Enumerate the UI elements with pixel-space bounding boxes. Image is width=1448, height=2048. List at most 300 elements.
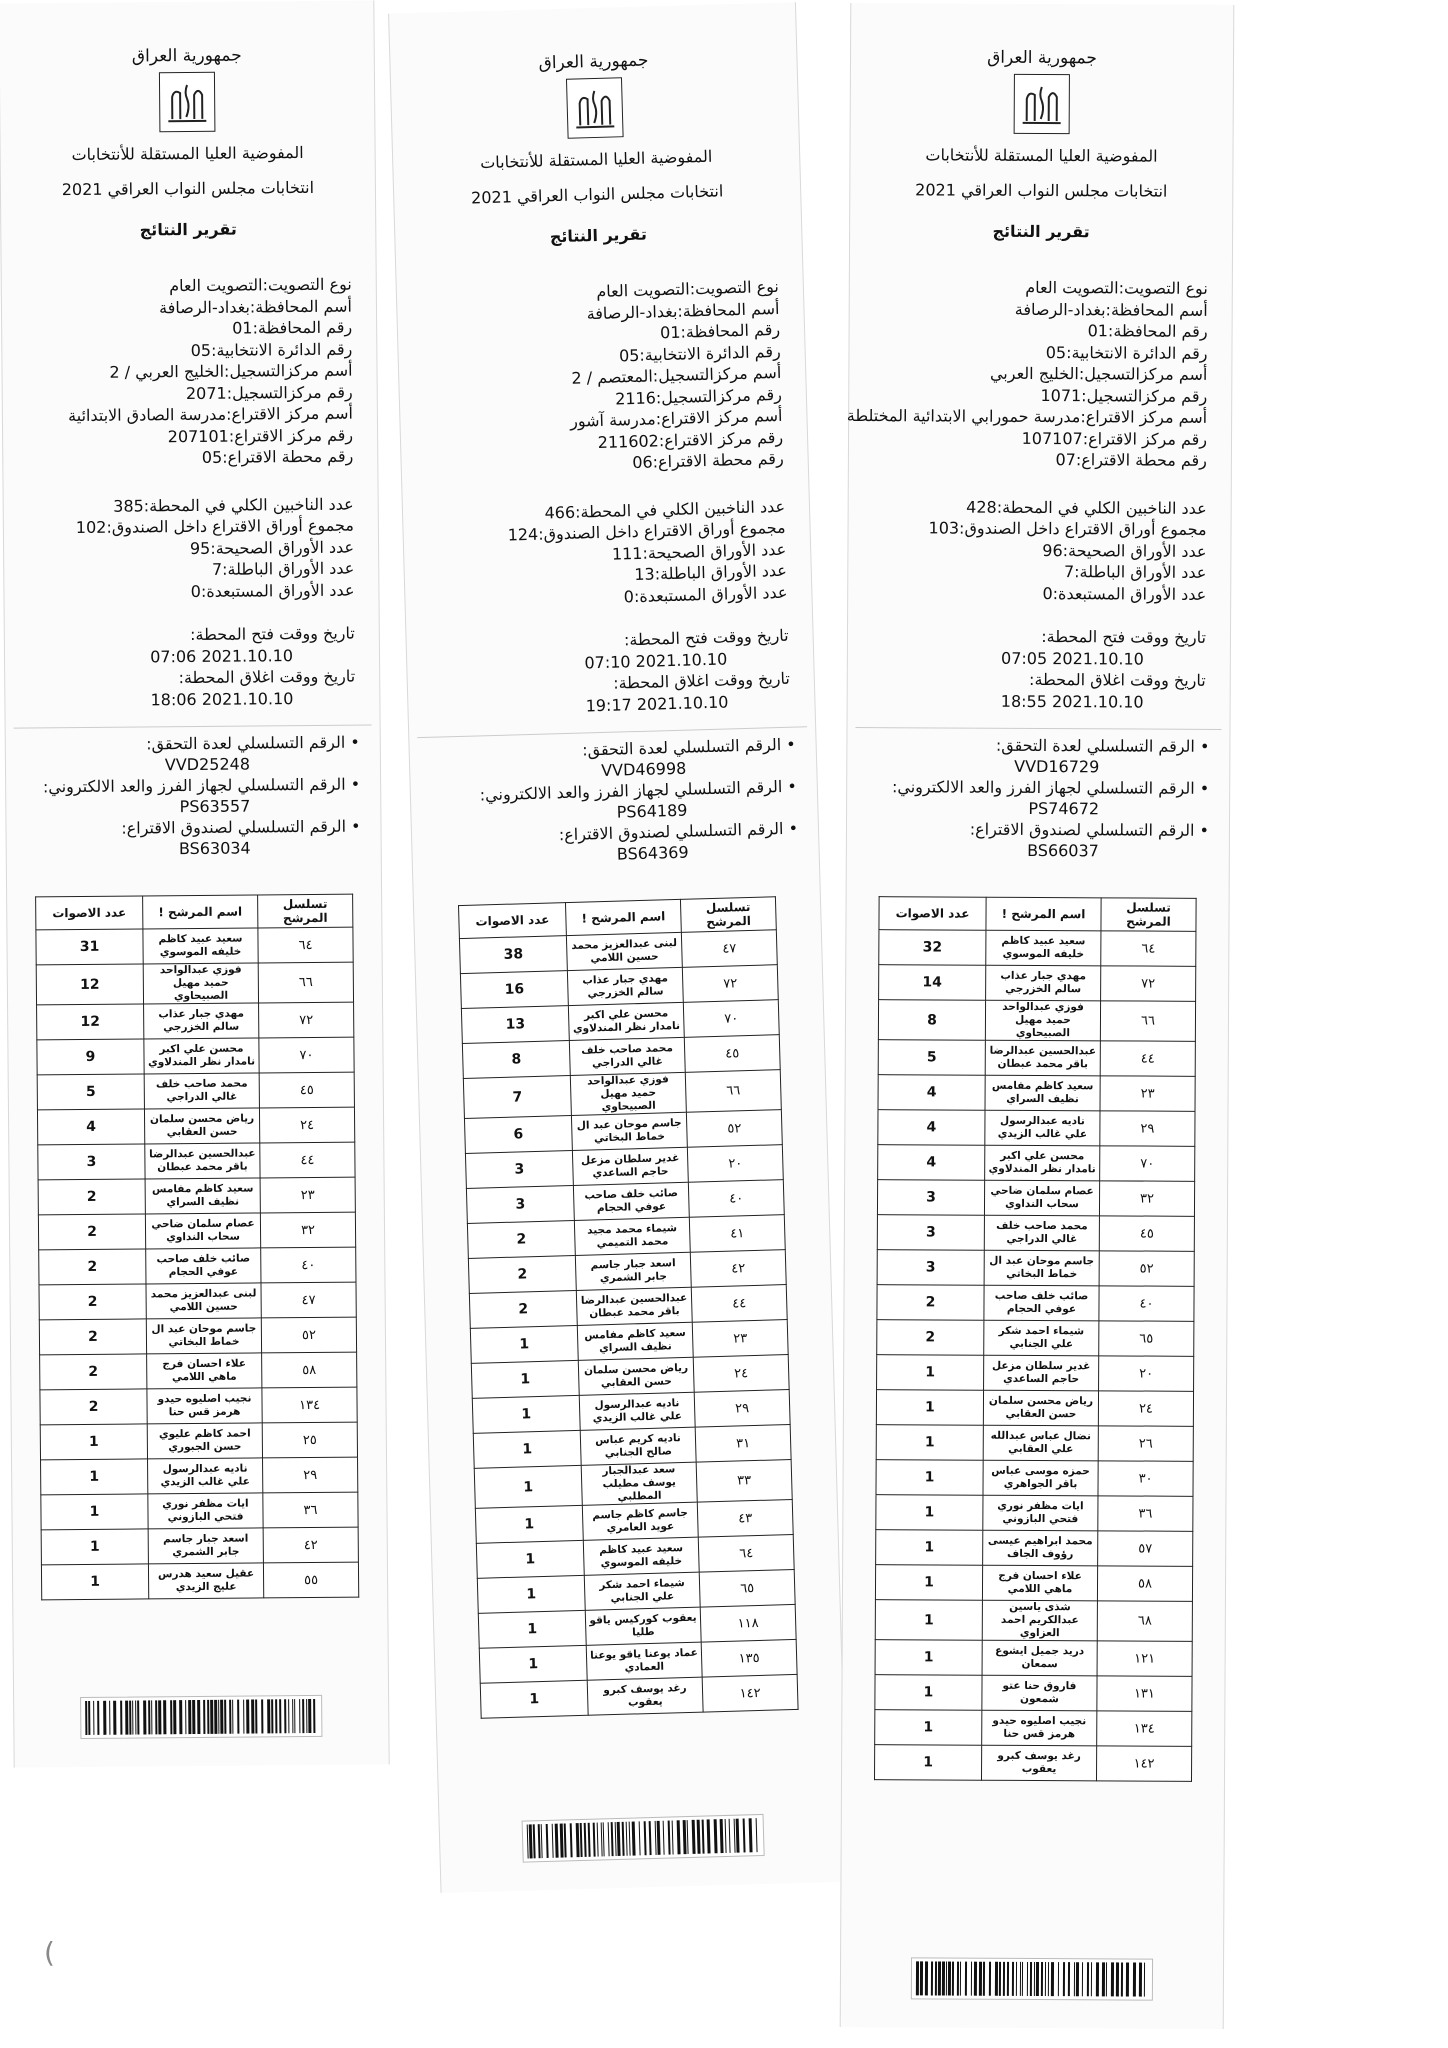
table-row	[876, 1530, 1193, 1567]
barcode-bar	[1111, 1962, 1114, 1996]
station-field: أسم مركز الاقتراع:مدرسة حمورابي الابتدائية المختلطة	[846, 405, 1208, 427]
close-label: تاريخ ووقت اغلاق المحطة:	[612, 668, 791, 693]
station-info	[397, 275, 808, 480]
candidate-name: صائب خلف صاحب عوفي الحجام	[573, 1182, 689, 1220]
station-times	[5, 622, 380, 711]
candidate-name: محمد صاحب خلف غالي الدراجي	[144, 1073, 259, 1109]
candidate-name: سعد عبدالجبار يوسف مطيلب المطلبي	[581, 1462, 697, 1505]
vote-count: 12	[37, 1004, 144, 1040]
table-row	[878, 1040, 1195, 1077]
barcode-bar	[129, 1701, 131, 1735]
barcode-bar	[580, 1823, 583, 1857]
table-header-row	[879, 897, 1196, 932]
vote-count: 6	[464, 1116, 572, 1154]
candidate-name: محمد صاحب خلف غالي الدراجي	[569, 1037, 685, 1075]
serial-numbers	[409, 733, 818, 870]
candidate-seq: ٥٨	[1097, 1566, 1192, 1601]
barcode-bar	[632, 1822, 636, 1856]
vote-count: 1	[876, 1425, 983, 1461]
table-row	[875, 1640, 1192, 1677]
barcode-bar	[657, 1821, 661, 1855]
candidate-name: نضال عباس عبدالله علي العقابي	[983, 1425, 1098, 1461]
barcode-bar	[672, 1820, 674, 1854]
vote-count: 2	[39, 1284, 146, 1320]
table-row	[38, 1212, 355, 1250]
barcode-bar	[251, 1700, 254, 1734]
station-times	[406, 624, 814, 721]
barcode-bar	[113, 1701, 116, 1735]
vote-count: 2	[39, 1319, 146, 1355]
col-seq-header: تسلسل المرشح	[680, 897, 776, 933]
candidate-name: علاء احسان فرج ماهي اللامي	[982, 1565, 1097, 1601]
table-row	[877, 1180, 1194, 1217]
barcode-bar	[192, 1700, 195, 1734]
table-row	[38, 1177, 355, 1215]
ballot-counts	[403, 495, 812, 614]
barcode-bar	[948, 1962, 951, 1996]
candidate-seq: ٥٢	[1099, 1251, 1194, 1286]
candidate-name: محسن علي اكبر نامدار نظر المندلاوي	[985, 1145, 1100, 1181]
candidate-name: احمد كاظم عليوي حسن الجبوري	[147, 1423, 262, 1459]
barcode-bar	[1041, 1962, 1043, 1996]
barcode-bar	[989, 1962, 991, 1996]
barcode-bar	[255, 1699, 257, 1733]
col-name-header: اسم المرشح !	[143, 895, 258, 929]
candidate-seq: ٥٢	[686, 1110, 782, 1148]
barcode-bar	[158, 1700, 161, 1734]
ballot-box-icon	[160, 73, 215, 131]
serial-value: VVD16729	[1014, 756, 1100, 777]
col-seq-header: تسلسل المرشح	[258, 894, 353, 928]
candidate-name: يعقوب كوركيس ياقو طليا	[585, 1607, 701, 1645]
vote-count: 8	[878, 1000, 985, 1041]
candidate-seq: ٤٥	[259, 1072, 354, 1108]
serial-numbers	[6, 731, 381, 860]
candidate-name: شيماء احمد شكر علي الجنابي	[984, 1320, 1099, 1356]
candidate-name: اسعد جبار جاسم جابر الشمري	[575, 1252, 691, 1290]
barcode-bar	[749, 1818, 753, 1852]
candidate-name: عقيل سعيد هدرس عليج الزيدي	[148, 1563, 263, 1599]
barcode-bar	[237, 1700, 239, 1734]
candidate-name: اسعد جبار جاسم جابر الشمري	[148, 1528, 263, 1564]
candidate-name: نجيب اصليوه حيدو هرمز قس حنا	[147, 1388, 262, 1424]
barcode-bar	[1106, 1962, 1107, 1996]
barcode-bar	[644, 1821, 647, 1855]
candidate-seq: ٢٥	[262, 1422, 357, 1458]
station-field: نوع التصويت:التصويت العام	[1025, 277, 1208, 298]
barcode-bar	[702, 1820, 705, 1854]
count-field: عدد الأوراق الباطلة:7	[1063, 562, 1207, 582]
barcode-bar	[916, 1961, 919, 1995]
station-field: أسم المحافظة:بغداد-الرصافة	[586, 298, 780, 323]
barcode-bar	[584, 1823, 587, 1857]
barcode-bar	[1030, 1962, 1032, 1996]
barcode-bar	[170, 1700, 172, 1734]
table-row	[39, 1317, 356, 1355]
barcode-bar	[622, 1822, 625, 1856]
barcode-bar	[1045, 1962, 1046, 1996]
candidate-name: جاسم موحان عبد ال خماط البخاتي	[146, 1318, 261, 1354]
candidate-seq: ٧٠	[1100, 1146, 1195, 1181]
barcode-bar	[120, 1701, 122, 1735]
candidate-seq: ٢٤	[693, 1355, 789, 1393]
table-row	[40, 1352, 357, 1390]
vote-count: 2	[877, 1285, 984, 1321]
vote-count: 2	[469, 1290, 577, 1328]
col-votes-header: عدد الاصوات	[879, 897, 986, 931]
barcode-bar	[593, 1823, 596, 1857]
barcode-bar	[979, 1962, 982, 1996]
candidate-name: سعيد عبيد كاظم خليفه الموسوي	[143, 928, 258, 964]
barcode-bar	[93, 1701, 94, 1735]
barcode-bar	[555, 1824, 559, 1858]
election-name: انتخابات مجلس النواب العراقي 2021	[915, 180, 1168, 201]
table-row	[877, 1250, 1194, 1287]
barcode-bar	[246, 1700, 249, 1734]
vote-count: 3	[877, 1215, 984, 1251]
serial-label: • الرقم التسلسلي لجهاز الفرز والعد الالكتروني:	[479, 776, 798, 805]
table-row	[41, 1527, 358, 1565]
table-row	[41, 1457, 358, 1495]
barcode-bar	[302, 1699, 304, 1733]
barcode-bar	[85, 1701, 87, 1735]
table-row	[875, 1710, 1192, 1747]
candidate-name: رياض محسن سلمان حسن العقابي	[983, 1390, 1098, 1426]
barcode-bar	[1027, 1962, 1028, 1996]
table-row	[878, 1145, 1195, 1182]
candidate-name: جاسم موحان عبد ال خماط البخاتي	[571, 1112, 687, 1150]
barcode-bar	[942, 1962, 945, 1996]
vote-count: 1	[875, 1675, 982, 1711]
station-field: رقم مركز الاقتراع:207101	[167, 425, 354, 446]
station-field: نوع التصويت:التصويت العام	[596, 276, 780, 301]
barcode-bar	[920, 1961, 923, 1995]
barcode-bar	[1003, 1962, 1005, 1996]
candidate-seq: ٤١	[689, 1215, 785, 1253]
serial-label: • الرقم التسلسلي لصندوق الاقتراع:	[969, 819, 1210, 840]
table-row	[876, 1495, 1193, 1532]
table-row	[876, 1390, 1193, 1427]
col-seq-header: تسلسل المرشح	[1101, 898, 1196, 931]
candidate-seq: ٤٢	[263, 1527, 358, 1563]
table-header-row	[36, 894, 353, 930]
candidate-name: فاروق حنا عتو شمعون	[982, 1675, 1097, 1711]
barcode-bar	[151, 1700, 152, 1734]
barcode-bar	[533, 1824, 536, 1858]
candidate-name: سعيد كاظم مفامس نظيف السراي	[145, 1178, 260, 1214]
barcode-bar	[608, 1822, 610, 1856]
candidate-name: مهدي جبار عذاب سالم الخزرجي	[986, 965, 1101, 1001]
table-row	[37, 1107, 354, 1145]
barcode-bar	[203, 1700, 205, 1734]
barcode-bar	[207, 1700, 209, 1734]
barcode-bar	[692, 1820, 696, 1854]
candidate-seq: ٧٠	[259, 1037, 354, 1073]
candidate-name: مهدي جبار عذاب سالم الخزرجي	[567, 967, 683, 1005]
candidate-name: رياض محسن سلمان حسن العقابي	[144, 1108, 259, 1144]
vote-count: 2	[38, 1214, 145, 1250]
station-field: رقم محطة الاقتراع:05	[201, 446, 354, 467]
table-row	[878, 1000, 1195, 1042]
barcode-bar	[999, 1962, 1001, 1996]
barcode-bar	[649, 1821, 652, 1855]
candidate-seq: ٤٠	[688, 1180, 784, 1218]
col-votes-header: عدد الاصوات	[36, 896, 143, 930]
vote-count: 4	[878, 1145, 985, 1181]
results-table	[35, 894, 359, 1601]
commission-name: المفوضية العليا المستقلة للأنتخابات	[71, 143, 304, 165]
barcode-bar	[1116, 1962, 1119, 1996]
count-field: عدد الناخبين الكلي في المحطة:466	[544, 496, 786, 523]
barcode-bar	[1121, 1962, 1123, 1996]
candidate-seq: ٤٠	[261, 1247, 356, 1283]
station-field: رقم مركز الاقتراع:211602	[597, 427, 784, 452]
serial-value: BS63034	[178, 838, 251, 859]
candidate-seq: ٦٤	[698, 1534, 794, 1572]
vote-count: 1	[470, 1325, 578, 1363]
close-label: تاريخ ووقت اغلاق المحطة:	[178, 666, 356, 688]
station-field: أسم المحافظة:بغداد-الرصافة	[159, 296, 353, 317]
barcode-bar	[284, 1699, 286, 1733]
candidate-name: سعيد عبيد كاظم خليفه الموسوي	[583, 1537, 699, 1575]
candidate-name: صائب خلف صاحب عوفي الحجام	[984, 1285, 1099, 1321]
count-field: مجموع أوراق الاقتراع داخل الصندوق:124	[507, 517, 786, 545]
station-field: رقم المحافظة:01	[659, 319, 781, 343]
barcode-bar	[995, 1962, 998, 1996]
table-row	[878, 1075, 1195, 1112]
table-row	[38, 1142, 355, 1180]
candidate-seq: ٣٣	[696, 1460, 792, 1503]
barcode-bar	[1074, 1962, 1075, 1996]
barcode-bar	[224, 1700, 226, 1734]
candidate-seq: ٢٠	[1099, 1356, 1194, 1391]
barcode-bar	[597, 1823, 599, 1857]
vote-count: 1	[477, 1575, 585, 1613]
barcode-bar	[179, 1700, 182, 1734]
vote-count: 1	[877, 1355, 984, 1391]
table-row	[876, 1425, 1193, 1462]
serial-value: BS64369	[616, 842, 689, 864]
receipt-3	[840, 3, 1235, 2029]
table-row	[877, 1355, 1194, 1392]
barcode-bar	[279, 1699, 281, 1733]
barcode-bar	[1058, 1962, 1059, 1996]
vote-count: 1	[875, 1710, 982, 1746]
barcode-bar	[971, 1962, 972, 1996]
station-field: رقم الدائرة الانتخابية:05	[1045, 342, 1208, 363]
candidate-name: فوزي عبدالواحد حميد مهيل الصبيحاوي	[143, 963, 258, 1004]
vote-count: 2	[467, 1220, 575, 1258]
commission-logo	[159, 72, 216, 132]
candidate-name: ناديه عبدالرسول علي غالب الزيدي	[985, 1110, 1100, 1146]
candidate-seq: ٦٦	[1100, 1001, 1195, 1041]
vote-count: 1	[41, 1564, 148, 1600]
table-row	[480, 1674, 798, 1718]
table-row	[877, 1285, 1194, 1322]
vote-count: 3	[38, 1144, 145, 1180]
candidate-seq: ١١٨	[700, 1604, 796, 1642]
barcode-bar	[173, 1700, 176, 1734]
barcode	[80, 1695, 322, 1739]
candidate-name: غدير سلطان مزعل حاجم الساعدي	[984, 1355, 1099, 1391]
candidate-name: شيماء احمد شكر علي الجنابي	[584, 1572, 700, 1610]
barcode-bar	[143, 1700, 146, 1734]
candidate-name: غدير سلطان مزعل حاجم الساعدي	[572, 1147, 688, 1185]
barcode-bar	[103, 1701, 106, 1735]
station-field: رقم الدائرة الانتخابية:05	[190, 339, 353, 360]
barcode-bar	[1076, 1962, 1079, 1996]
barcode-bar	[935, 1961, 937, 1995]
vote-count: 2	[38, 1179, 145, 1215]
receipt-2	[388, 2, 848, 1893]
barcode-bar	[626, 1822, 628, 1856]
barcode	[911, 1957, 1153, 2000]
candidate-seq: ٤٣	[697, 1499, 793, 1537]
receipt-header	[390, 46, 801, 250]
barcode-bar	[714, 1819, 718, 1853]
serial-value: PS63557	[179, 796, 251, 817]
barcode-bar	[938, 1961, 941, 1995]
candidate-seq: ٣٦	[263, 1492, 358, 1528]
barcode-bar	[629, 1822, 631, 1856]
candidate-seq: ٥٢	[261, 1317, 356, 1353]
candidate-name: رياض محسن سلمان حسن العقابي	[578, 1357, 694, 1395]
table-row	[39, 1247, 356, 1285]
open-label: تاريخ ووقت فتح المحطة:	[623, 625, 789, 650]
barcode-bar	[1091, 1962, 1092, 1996]
candidate-name: محمد ابراهيم عيسى رؤوف الجاف	[983, 1530, 1098, 1566]
candidate-seq: ٥٨	[262, 1352, 357, 1388]
barcode-bar	[1096, 1962, 1099, 1996]
candidate-name: محمد صاحب خلف غالي الدراجي	[984, 1215, 1099, 1251]
candidate-name: عبدالحسين عبدالرضا باقر محمد عبطان	[145, 1143, 260, 1179]
republic-title: جمهورية العراق	[538, 50, 649, 74]
station-times	[848, 625, 1230, 713]
barcode-bar	[288, 1699, 289, 1733]
barcode-bar	[185, 1700, 186, 1734]
candidate-seq: ٦٦	[685, 1070, 781, 1113]
barcode-bar	[214, 1700, 217, 1734]
barcode-bar	[925, 1961, 928, 1995]
candidate-seq: ٤٥	[684, 1035, 780, 1073]
barcode-bar	[109, 1701, 110, 1735]
candidate-seq: ٣٢	[260, 1212, 355, 1248]
candidate-name: عبدالحسين عبدالرضا باقر محمد عبطان	[985, 1040, 1100, 1076]
candidate-name: سعيد عبيد كاظم خليفه الموسوي	[986, 930, 1101, 966]
vote-count: 1	[472, 1395, 580, 1433]
station-field: أسم المحافظة:بغداد-الرصافة	[1014, 299, 1208, 320]
vote-count: 1	[876, 1460, 983, 1496]
barcode-bar	[148, 1700, 150, 1734]
table-row	[877, 1215, 1194, 1252]
barcode-bar	[1036, 1962, 1039, 1996]
vote-count: 14	[879, 965, 986, 1001]
barcode-bar	[1012, 1962, 1014, 1996]
vote-count: 4	[37, 1109, 144, 1145]
barcode-bar	[697, 1820, 701, 1854]
barcode-bar	[743, 1818, 746, 1852]
divider	[14, 724, 372, 728]
close-time: 2021.10.10 18:55	[1000, 691, 1144, 712]
report-title: تقرير النتائج	[992, 221, 1090, 242]
serial-label: • الرقم التسلسلي لصندوق الاقتراع:	[558, 818, 799, 845]
barcode-bar	[1139, 1963, 1142, 1997]
candidate-seq: ٥٧	[1098, 1531, 1193, 1566]
vote-count: 1	[41, 1529, 148, 1565]
count-field: عدد الناخبين الكلي في المحطة:428	[966, 497, 1207, 518]
candidate-seq: ١٢١	[1097, 1641, 1192, 1676]
barcode-bar	[275, 1699, 277, 1733]
barcode-bar	[1063, 1962, 1065, 1996]
table-row	[877, 1320, 1194, 1357]
candidate-seq: ٢٣	[692, 1320, 788, 1358]
candidate-name: مهدي جبار عذاب سالم الخزرجي	[144, 1003, 259, 1039]
candidate-name: صائب خلف صاحب عوفي الحجام	[146, 1248, 261, 1284]
candidate-seq: ٤٥	[1099, 1216, 1194, 1251]
count-field: عدد الأوراق المستبعدة:0	[1042, 583, 1207, 604]
table-row	[40, 1387, 357, 1425]
barcode-bar	[210, 1700, 213, 1734]
vote-count: 1	[41, 1494, 148, 1530]
barcode-bar	[313, 1699, 315, 1733]
barcode-bar	[229, 1700, 231, 1734]
table-row	[41, 1562, 358, 1600]
pen-mark: (	[44, 1936, 55, 1969]
vote-count: 13	[461, 1006, 569, 1044]
candidate-seq: ٤٤	[1100, 1041, 1195, 1076]
close-label: تاريخ ووقت اغلاق المحطة:	[1029, 669, 1206, 690]
commission-name: المفوضية العليا المستقلة للأنتخابات	[479, 146, 713, 173]
serial-value: PS64189	[616, 800, 688, 822]
candidate-seq: ١٣٤	[1097, 1711, 1192, 1746]
candidate-seq: ٢٩	[1100, 1111, 1195, 1146]
vote-count: 16	[460, 971, 568, 1009]
barcode-bar	[639, 1821, 641, 1855]
barcode-bar	[931, 1961, 933, 1995]
count-field: عدد الأوراق المستبعدة:0	[190, 580, 355, 601]
barcode-bar	[220, 1700, 223, 1734]
serial-value: PS74672	[1028, 798, 1100, 819]
station-field: رقم محطة الاقتراع:06	[632, 448, 784, 473]
barcode-bar	[946, 1962, 947, 1996]
station-field: رقم مركزالتسجيل:2116	[614, 384, 783, 409]
divider	[856, 727, 1222, 730]
barcode-bar	[983, 1962, 985, 1996]
candidate-seq: ٣٠	[1098, 1461, 1193, 1496]
barcode-bar	[125, 1701, 128, 1735]
count-field: مجموع أوراق الاقتراع داخل الصندوق:102	[75, 515, 354, 538]
report-title: تقرير النتائج	[549, 224, 648, 247]
station-field: أسم مركزالتسجيل:الخليج العربي / 2	[109, 360, 353, 382]
candidate-seq: ١٤٢	[1096, 1746, 1191, 1781]
candidate-name: رغد يوسف كبرو يعقوب	[981, 1745, 1096, 1781]
candidate-seq: ٤٤	[691, 1285, 787, 1323]
receipt-header	[0, 44, 375, 240]
barcode-bar	[299, 1699, 300, 1733]
barcode-bar	[132, 1701, 133, 1735]
candidate-seq: ٤٠	[1099, 1286, 1194, 1321]
barcode-bar	[707, 1819, 711, 1853]
barcode-bar	[952, 1962, 954, 1996]
barcode-bar	[308, 1699, 311, 1733]
vote-count: 1	[876, 1530, 983, 1566]
candidate-seq: ٢٠	[687, 1145, 783, 1183]
barcode-bar	[1144, 1963, 1145, 1997]
count-field: مجموع أوراق الاقتراع داخل الصندوق:103	[928, 518, 1207, 539]
table-row	[36, 927, 353, 965]
candidate-seq: ١٣٤	[262, 1387, 357, 1423]
station-info	[2, 273, 378, 470]
